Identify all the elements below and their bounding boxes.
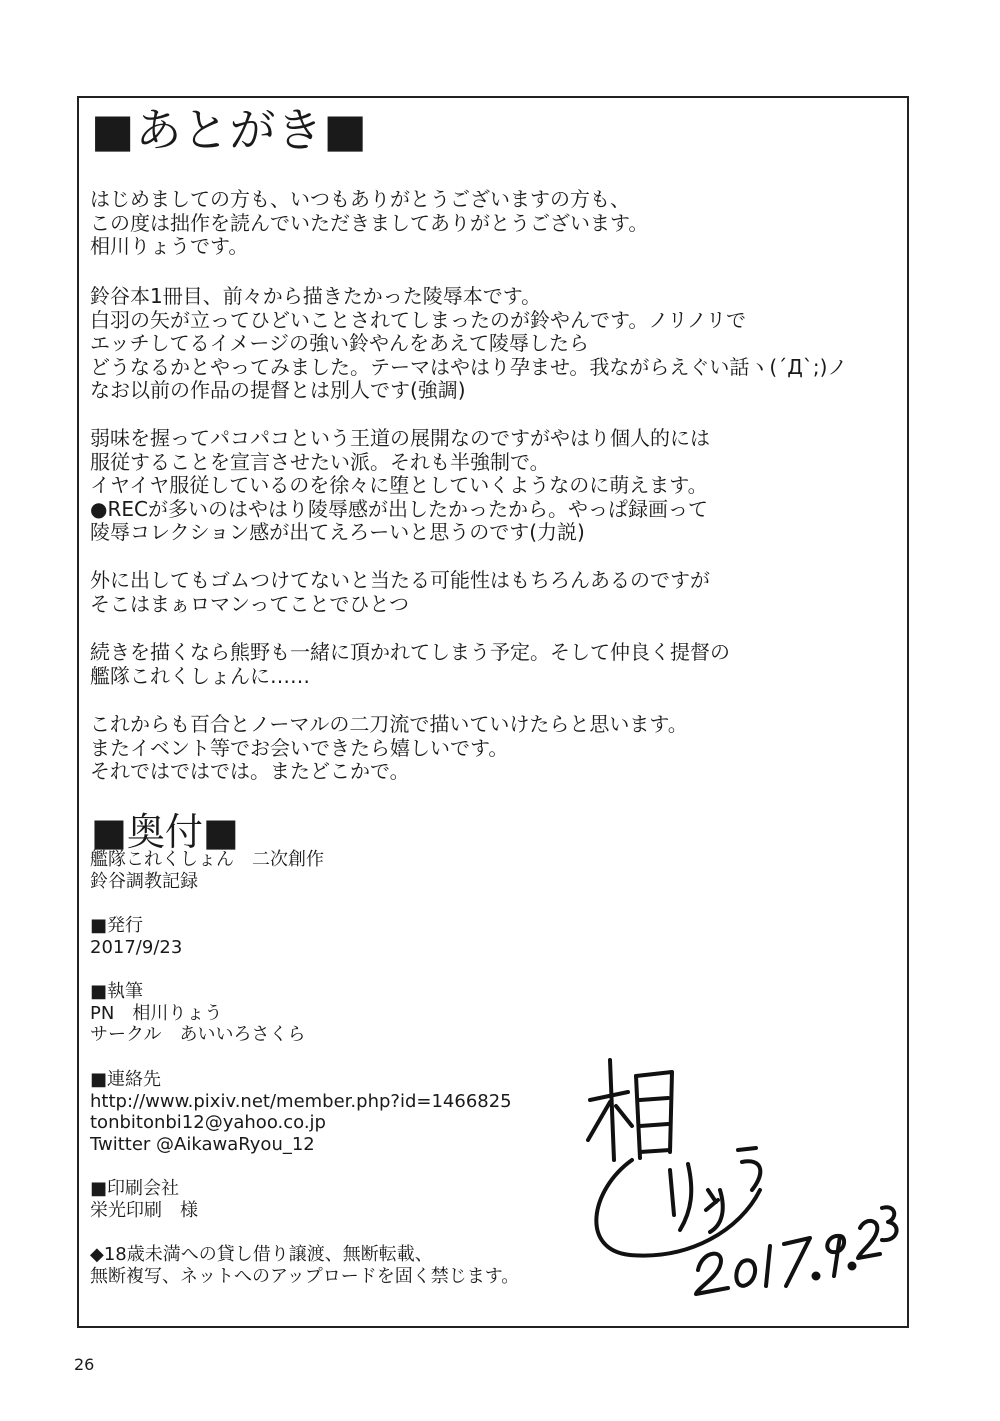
text-line: 陵辱コレクション感が出てえろーいと思うのです(力説): [90, 520, 585, 544]
text-line: ●RECが多いのはやはり陵辱感が出したかったから。やっぱ録画って: [90, 496, 708, 521]
colophon-contact: [90, 1069, 512, 1155]
text-line: 鈴谷本1冊目、前々から描きたかった陵辱本です。: [90, 284, 542, 308]
text-line: 艦隊これくしょん 二次創作: [90, 849, 324, 870]
text-line: どうなるかとやってみました。テーマはやはり孕ませ。我ながらえぐい話ヽ(´Д`;)ノ: [90, 354, 848, 379]
handwritten-signature: [570, 1040, 900, 1300]
text-line: これからも百合とノーマルの二刀流で描いていけたらと思います。: [90, 712, 688, 736]
afterword-heading: ■あとがき■: [91, 103, 368, 157]
text-line: この度は拙作を読んでいただきましてありがとうございます。: [90, 210, 649, 235]
text-line: 相川りょうです。: [90, 234, 249, 258]
page-number: 26: [74, 1355, 95, 1374]
text-line: なお以前の作品の提督とは別人です(強調): [90, 378, 466, 402]
text-line: またイベント等でお会いできたら嬉しいです。: [90, 735, 509, 760]
text-line: 白羽の矢が立ってひどいことされてしまったのが鈴やんです。ノリノリで: [90, 307, 746, 332]
afterword-paragraph-5: [90, 641, 730, 688]
section-label: ■発行: [90, 915, 144, 936]
publish-date: 2017/9/23: [90, 936, 183, 958]
afterword-paragraph-3: [90, 427, 710, 545]
section-label: ■執筆: [90, 981, 144, 1002]
text-line: 弱味を握ってパコパコという王道の展開なのですがやはり個人的には: [90, 426, 710, 450]
afterword-paragraph-4: [90, 569, 710, 616]
section-label: ■印刷会社: [90, 1178, 180, 1199]
email: tonbitonbi12@yahoo.co.jp: [90, 1112, 326, 1133]
text-line: 無断複写、ネットへのアップロードを固く禁じます。: [90, 1265, 520, 1287]
text-line: 鈴谷調教記録: [90, 870, 198, 892]
text-line: そこはまぁロマンってことでひとつ: [90, 591, 409, 616]
text-line: 服従することを宣言させたい派。それも半強制で。: [90, 449, 550, 474]
printer-name: 栄光印刷 様: [90, 1199, 198, 1221]
text-line: イヤイヤ服従しているのを徐々に堕としていくようなのに萌えます。: [90, 473, 708, 497]
text-line: ◆18歳未満への貸し借り譲渡、無断転載、: [90, 1244, 433, 1265]
pixiv-url: http://www.pixiv.net/member.php?id=1466825: [90, 1090, 512, 1112]
afterword-paragraph-1: [90, 188, 648, 259]
text-line: 外に出してもゴムつけてないと当たる可能性はもちろんあるのですが: [90, 568, 710, 592]
afterword-paragraph-2: [90, 285, 847, 403]
section-label: ■連絡先: [90, 1069, 162, 1090]
colophon-work: [90, 849, 324, 892]
twitter-handle: Twitter @AikawaRyou_12: [90, 1133, 315, 1155]
text-line: エッチしてるイメージの強い鈴やんをあえて陵辱したら: [90, 331, 589, 355]
colophon-publish: [90, 915, 182, 958]
colophon-printer: [90, 1178, 198, 1221]
colophon-notice: [90, 1244, 519, 1287]
afterword-paragraph-6: [90, 713, 688, 784]
text-line: それではではでは。またどこかで。: [90, 759, 410, 783]
colophon-author: [90, 981, 305, 1046]
pen-name: PN 相川りょう: [90, 1002, 223, 1024]
text-line: 続きを描くなら熊野も一緒に頂かれてしまう予定。そして仲良く提督の: [90, 640, 730, 664]
text-line: はじめましての方も、いつもありがとうございますの方も、: [90, 187, 630, 211]
colophon-heading: ■奥付■: [91, 810, 239, 854]
text-line: 艦隊これくしょんに……: [90, 663, 310, 688]
circle-name: サークル あいいろさくら: [90, 1024, 306, 1045]
